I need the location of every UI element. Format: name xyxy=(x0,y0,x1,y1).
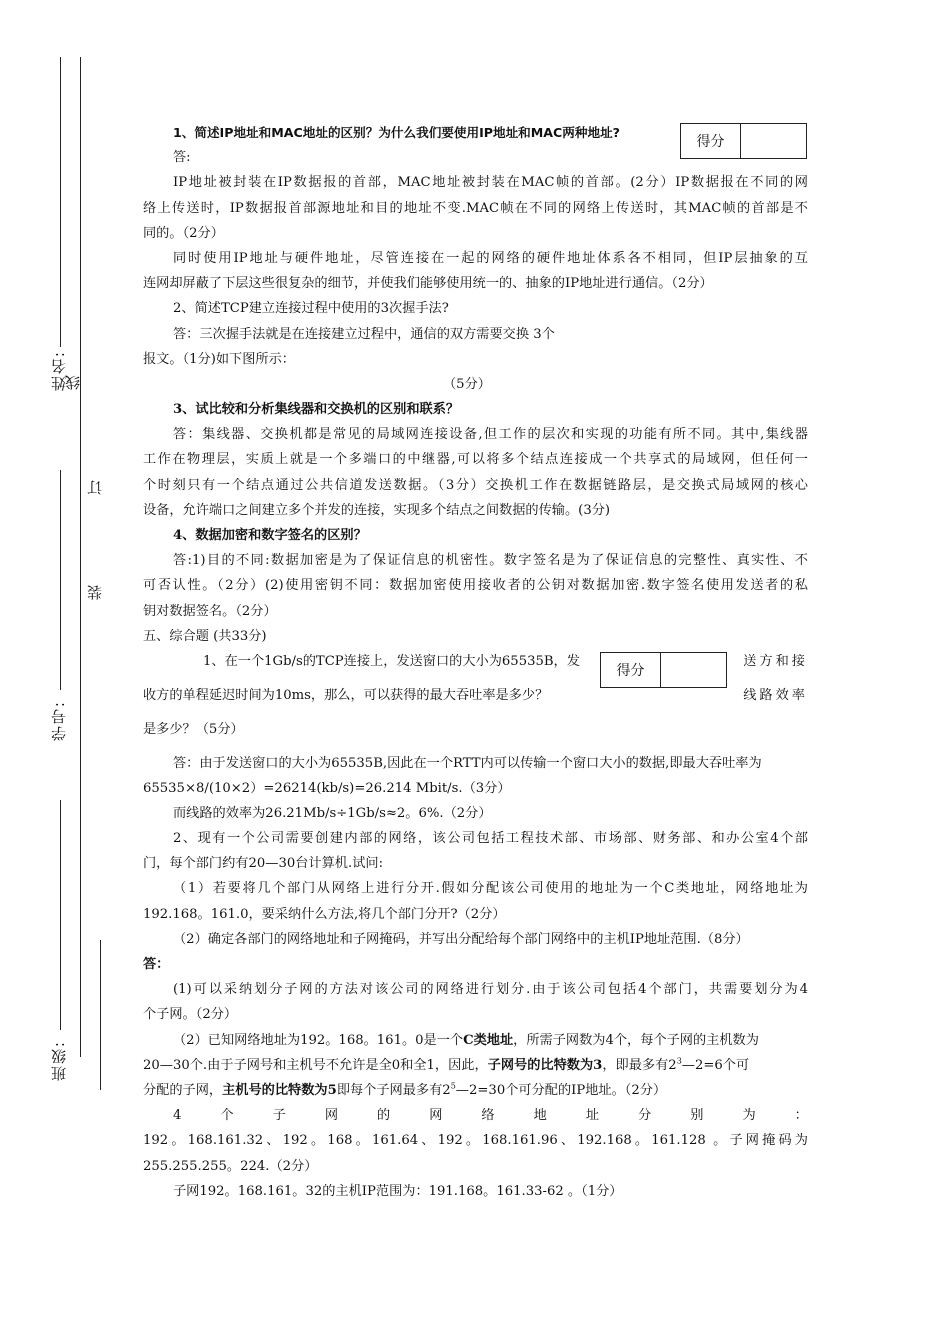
intro-char: 子 xyxy=(272,1108,286,1124)
answer-line: 络上传送时，IP数据报首部源地址和目的地址不变.MAC帧在不同的网络上传送时，其MAC帧的首部是不 xyxy=(143,200,808,216)
answer-line: IP地址被封装在IP数据报的首部，MAC地址被封装在MAC帧的首部。(2分）IP数据报在不同的网 xyxy=(173,175,808,191)
binding-mark-xian: 线 xyxy=(64,373,82,390)
question-2-title: 2、简述TCP建立连接过程中使用的3次握手法? xyxy=(173,301,449,317)
intro-char: 个 xyxy=(220,1108,234,1124)
name-underline xyxy=(60,57,61,347)
problem-1-text: 1、在一个1Gb/s的TCP连接上，发送窗口的大小为65535B，发 xyxy=(203,653,580,669)
intro-char: 为 xyxy=(742,1108,756,1124)
answer-line: 工作在物理层，实质上就是一个多端口的中继器,可以将多个结点连接成一个共享式的局域网，但任何一 xyxy=(143,452,808,468)
question-4-title: 4、数据加密和数字签名的区别？ xyxy=(173,528,367,543)
class-label: 班级: xyxy=(50,1040,68,1082)
score-label: 得分 xyxy=(601,653,661,687)
answer-line: 而线路的效率为26.21Mb/s÷1Gb/s≈2。6%.（2分） xyxy=(173,805,492,821)
class-underline xyxy=(60,800,61,1030)
answer-line: 答：由于发送窗口的大小为65535B,因此在一个RTT内可以传输一个窗口大小的数据,即最大吞吐率为 xyxy=(173,755,762,771)
points-note: （5分） xyxy=(443,376,491,392)
problem-2-sub-1: 192.168。161.0，要采纳什么方法,将几个部门分开?（2分） xyxy=(143,906,506,922)
superscript: 3 xyxy=(676,1056,682,1066)
answer-line: 同时使用IP地址与硬件地址，尽管连接在一起的网络的硬件地址体系各不相同，但IP层抽象的互 xyxy=(173,250,808,266)
intro-char: 地 xyxy=(533,1108,547,1124)
answer-line: 设备，允许端口之间建立多个并发的连接，实现多个结点之间数据的传输。(3分) xyxy=(143,502,611,518)
answer-text: —2=6个可 xyxy=(681,1057,750,1073)
problem-2-text: 2、现有一个公司需要创建内部的网络，该公司包括工程技术部、市场部、财务部、和办公室4个部 xyxy=(173,831,808,847)
answer-line: 65535×8/(10×2）=26214(kb/s)=26.214 Mbit/s.（3分） xyxy=(143,780,511,796)
answer-line xyxy=(143,1078,808,1103)
answer-text: ，所需子网数为4个，每个子网的主机数为 xyxy=(513,1032,759,1048)
answer-line: 答:1)目的不同:数据加密是为了保证信息的机密性。数字签名是为了保证信息的完整性、真实性、不 xyxy=(173,553,808,569)
answer-line: 个子网。（2分） xyxy=(143,1007,238,1023)
score-label: 得分 xyxy=(681,124,741,158)
subnet-mask: 255.255.255。224.（2分） xyxy=(143,1158,318,1174)
intro-char: 的 xyxy=(377,1108,391,1124)
answer-text: （2）已知网络地址为192。168。161。0是一个 xyxy=(173,1032,464,1048)
answer-text: 即每个子网最多有2 xyxy=(336,1082,451,1098)
answer-emphasis: 主机号的比特数为5 xyxy=(222,1082,337,1098)
answer-text: 分配的子网， xyxy=(143,1082,223,1098)
binding-mark-ding: 订 xyxy=(86,478,104,495)
problem-1-row-1 xyxy=(143,649,808,674)
intro-char: 网 xyxy=(324,1108,338,1124)
intro-char: 址 xyxy=(585,1108,600,1124)
problem-1-text-right: 线路效率 xyxy=(743,688,808,704)
section-5-title: 五、综合题 (共33分) xyxy=(143,628,267,644)
question-3-title: 3、试比较和分析集线器和交换机的区别和联系？ xyxy=(173,402,460,418)
answer-line: (1)可以采纳划分子网的方法对该公司的网络进行划分.由于该公司包括4个部门，共需要划分为4 xyxy=(173,982,808,998)
answer-line: 个时刻只有一个结点通过公共信道发送数据。（3分）交换机工作在数据链路层，是交换式局域网的核心 xyxy=(143,477,808,493)
answer-text: 20—30个.由于子网号和主机号不允许是全0和全1，因此， xyxy=(143,1057,488,1073)
problem-1-row-2 xyxy=(143,683,808,708)
intro-char: 络 xyxy=(481,1108,495,1124)
problem-2-sub-2: （2）确定各部门的网络地址和子网掩码，并写出分配给每个部门网络中的主机IP地址范围.（8分） xyxy=(173,931,749,947)
answer-line: 钥对数据签名。（2分） xyxy=(143,603,277,619)
answer-text: —2=30个可分配的IP地址。（2分） xyxy=(455,1082,667,1098)
student-id-underline xyxy=(60,470,61,690)
intro-char: 分 xyxy=(638,1108,652,1124)
answer-line: 可否认性。（2分）(2)使用密钥不同：数据加密使用接收者的公钥对数据加密.数字签名使用发送者的私 xyxy=(143,578,808,594)
problem-2-sub-1: （1）若要将几个部门从网络上进行分开.假如分配该公司使用的地址为一个C类地址，网络地址为 xyxy=(173,881,808,897)
intro-char: 别 xyxy=(690,1108,704,1124)
subnet-intro-line xyxy=(143,1103,808,1128)
answer-line: 答：集线器、交换机都是常见的局域网连接设备,但工作的层次和实现的功能有所不同。其中,集线器 xyxy=(173,427,808,443)
answer-emphasis: 子网号的比特数为3 xyxy=(487,1057,603,1073)
intro-char: 4 xyxy=(173,1108,182,1124)
intro-char: ： xyxy=(794,1108,808,1124)
answer-line: 报文。（1分)如下图所示： xyxy=(143,351,295,367)
answer-label: 答： xyxy=(143,957,170,972)
problem-1-text-right: 送方和接 xyxy=(743,653,808,669)
problem-2-text: 门，每个部门约有20—30台计算机.试问: xyxy=(143,856,384,872)
question-1-title: 1、简述IP地址和MAC地址的区别？为什么我们要使用IP地址和MAC两种地址? xyxy=(173,125,620,140)
answer-label: 答: xyxy=(173,150,191,166)
student-id-label: 学号: xyxy=(50,700,68,742)
subnet-addresses: 192。168.161.32、192。168。161.64、192。168.161.96、192.168。161.128 。子网掩码为 xyxy=(143,1133,808,1149)
answer-emphasis: C类地址 xyxy=(463,1032,514,1048)
superscript: 5 xyxy=(450,1081,456,1091)
exam-document xyxy=(143,120,808,1204)
answer-line xyxy=(143,1053,808,1078)
margin-line-outer xyxy=(80,57,81,1057)
intro-char: 网 xyxy=(429,1108,443,1124)
answer-line: 答：三次握手法就是在连接建立过程中，通信的双方需要交换 3个 xyxy=(173,326,555,342)
answer-line: 连网却屏蔽了下层这些很复杂的细节，并使我们能够使用统一的、抽象的IP地址进行通信。（2分） xyxy=(143,276,713,292)
answer-text: ，即最多有2 xyxy=(602,1057,677,1073)
name-label: 姓名: xyxy=(50,350,68,392)
host-range: 子网192。168.161。32的主机IP范围为：191.168。161.33-62 。（1分） xyxy=(173,1183,623,1199)
answer-line xyxy=(143,1028,808,1053)
problem-1-text: 收方的单程延迟时间为10ms，那么，可以获得的最大吞吐率是多少？ xyxy=(143,688,549,704)
binding-mark-zhuang: 装 xyxy=(86,583,104,600)
margin-line-inner xyxy=(100,940,101,1090)
problem-1-text: 是多少？（5分） xyxy=(143,722,244,738)
answer-line: 同的。（2分） xyxy=(143,225,224,241)
